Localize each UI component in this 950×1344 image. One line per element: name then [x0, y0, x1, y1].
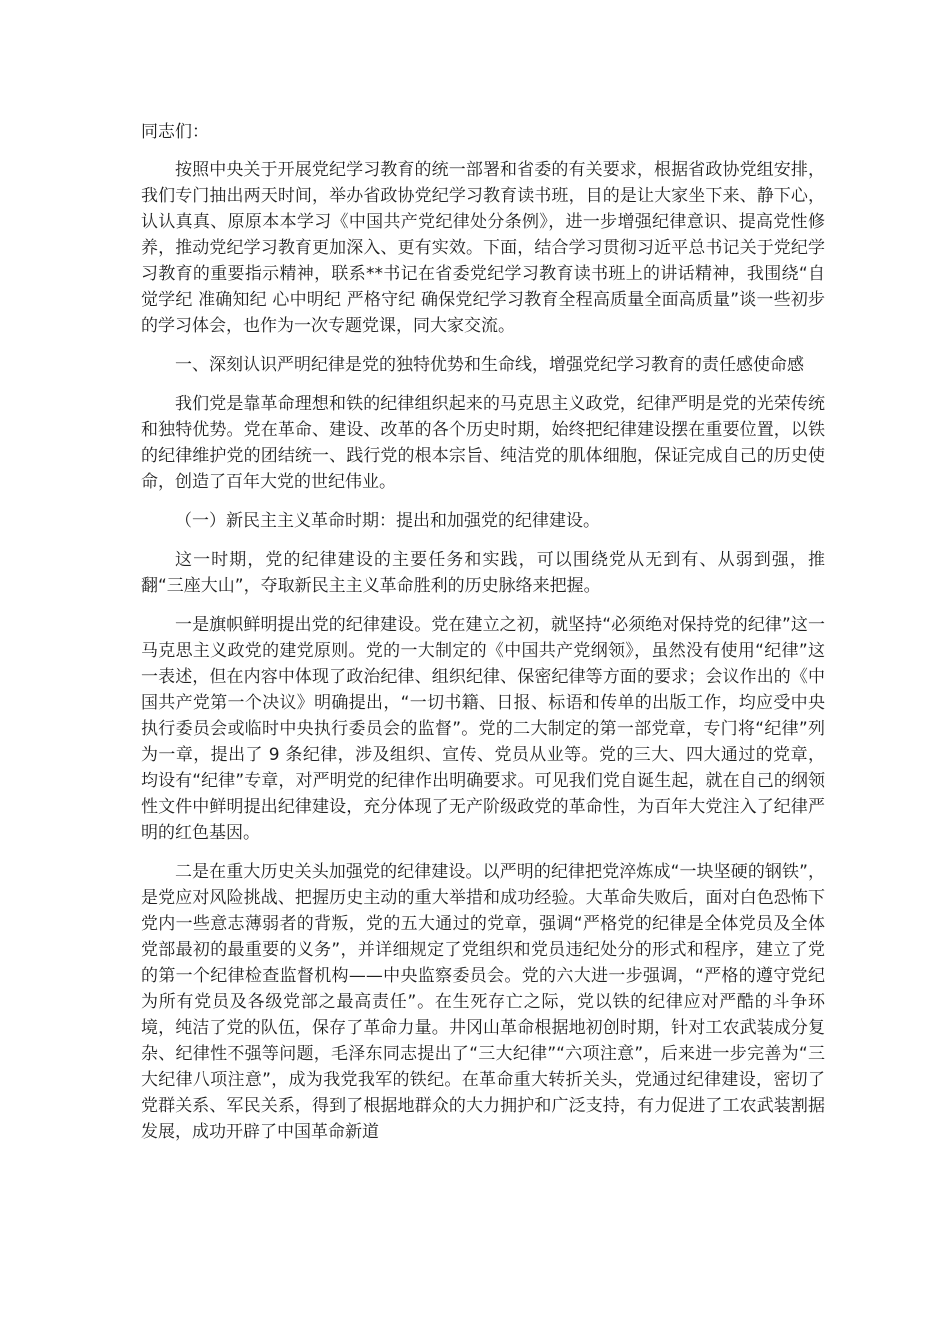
paragraph-point-1: 一是旗帜鲜明提出党的纪律建设。党在建立之初，就坚持“必须绝对保持党的纪律”这一马克思主义政党的建党原则。党的一大制定的《中国共产党纲领》，虽然没有使用“纪律”这一表述，但在内容中体现了政治纪律、组织纪律、保密纪律等方面的要求；会议作出的《中国共产党第一个决议》明确提出，“一切书籍、日报、标语和传单的出版工作，均应受中央执行委员会或临时中央执行委员会的监督”。党的二大制定的第一部党章，专门将“纪律”列为一章，提出了 9 条纪律，涉及组织、宣传、党员从业等。党的三大、四大通过的党章，均设有“纪律”专章，对严明党的纪律作出明确要求。可见我们党自诞生起，就在自己的纲领性文件中鲜明提出纪律建设，充分体现了无产阶级政党的革命性，为百年大党注入了纪律严明的红色基因。 [141, 615, 825, 843]
paragraph-intro: 按照中央关于开展党纪学习教育的统一部署和省委的有关要求，根据省政协党组安排，我们专门抽出两天时间，举办省政协党纪学习教育读书班，目的是让大家坐下来、静下心，认认真真、原原本本学习《中国共产党纪律处分条例》，进一步增强纪律意识、提高党性修养，推动党纪学习教育更加深入、更有实效。下面，结合学习贯彻习近平总书记关于党纪学习教育的重要指示精神，联系**书记在省委党纪学习教育读书班上的讲话精神，我围绕“自觉学纪 准确知纪 心中明纪 严格守纪 确保党纪学习教育全程高质量全面高质量”谈一些初步的学习体会，也作为一次专题党课，同大家交流。 [141, 160, 825, 336]
salutation: 同志们： [141, 122, 209, 142]
paragraph-period-context: 这一时期，党的纪律建设的主要任务和实践，可以围绕党从无到有、从弱到强，推翻“三座大山”，夺取新民主主义革命胜利的历史脉络来把握。 [141, 550, 825, 596]
paragraph-point-2: 二是在重大历史关头加强党的纪律建设。以严明的纪律把党淬炼成“一块坚硬的钢铁”，是党应对风险挑战、把握历史主动的重大举措和成功经验。大革命失败后，面对白色恐怖下党内一些意志薄弱者的背叛，党的五大通过的党章，强调“严格党的纪律是全体党员及全体党部最初的最重要的义务”，并详细规定了党组织和党员违纪处分的形式和程序，建立了党的第一个纪律检查监督机构——中央监察委员会。党的六大进一步强调，“严格的遵守党纪为所有党员及各级党部之最高责任”。在生死存亡之际，党以铁的纪律应对严酷的斗争环境，纯洁了党的队伍，保存了革命力量。井冈山革命根据地初创时期，针对工农武装成分复杂、纪律性不强等问题，毛泽东同志提出了“三大纪律”“六项注意”，后来进一步完善为“三大纪律八项注意”，成为我党我军的铁纪。在革命重大转折关头，党通过纪律建设，密切了党群关系、军民关系，得到了根据地群众的大力拥护和广泛支持，有力促进了工农武装割据发展，成功开辟了中国革命新道 [141, 862, 825, 1142]
paragraph-overview: 我们党是靠革命理想和铁的纪律组织起来的马克思主义政党，纪律严明是党的光荣传统和独特优势。党在革命、建设、改革的各个历史时期，始终把纪律建设摆在重要位置，以铁的纪律维护党的团结统一、践行党的根本宗旨、纯洁党的肌体细胞，保证完成自己的历史使命，创造了百年大党的世纪伟业。 [141, 394, 825, 492]
section-heading-1: 一、深刻认识严明纪律是党的独特优势和生命线，增强党纪学习教育的责任感使命感 [175, 355, 804, 375]
subsection-heading-1: （一）新民主主义革命时期：提出和加强党的纪律建设。 [175, 511, 600, 531]
document-body [141, 119, 825, 1158]
